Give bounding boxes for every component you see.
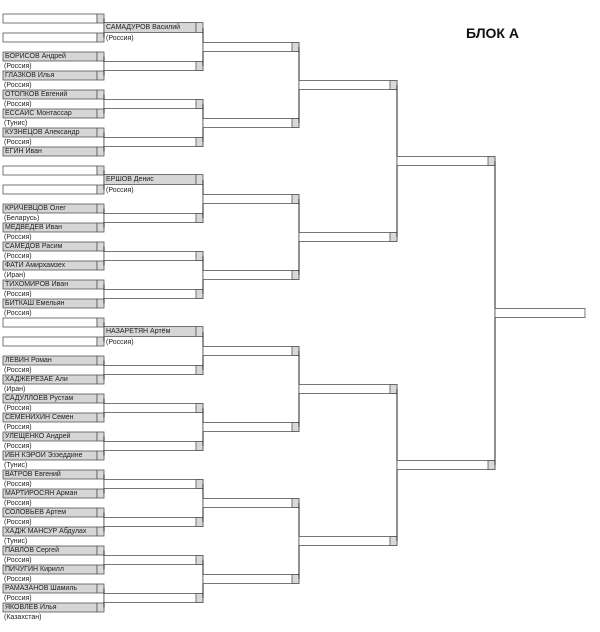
participant-name: МЕДВЕДЕВ Иван xyxy=(5,224,63,231)
seed-slot-1-score xyxy=(196,23,203,33)
seed-slot-3-score xyxy=(196,327,203,337)
participant-name: ЕССАИС Монтассар xyxy=(5,110,72,117)
r3-slot-7 xyxy=(203,499,299,508)
r2-slot-12-score xyxy=(196,442,203,451)
r2-slot-15-score xyxy=(196,556,203,565)
r2-slot-14 xyxy=(104,518,203,527)
r3-slot-1 xyxy=(203,43,299,52)
slot-3-score xyxy=(97,52,104,61)
participant-name: ПИЧУГИН Кирилл xyxy=(5,566,64,573)
participant-name: МАРТИРОСЯН Арман xyxy=(5,490,78,497)
r3-slot-2-score xyxy=(292,119,299,128)
r2-slot-2 xyxy=(104,62,203,71)
participant-country: (Россия) xyxy=(4,557,32,564)
slot-7-score xyxy=(97,128,104,137)
r3-slot-1-score xyxy=(292,43,299,52)
seed-country: (Россия) xyxy=(106,34,134,42)
participant-country: (Россия) xyxy=(4,310,32,317)
r3-slot-3 xyxy=(203,195,299,204)
slot-18-score xyxy=(97,337,104,346)
r4-slot-4-score xyxy=(390,537,397,546)
participant-country: (Иран) xyxy=(4,272,26,279)
r3-slot-2 xyxy=(203,119,299,128)
r2-slot-6-score xyxy=(196,214,203,223)
slot-26-score xyxy=(97,489,104,498)
r3-slot-7-score xyxy=(292,499,299,508)
participant-country: (Тунис) xyxy=(4,538,28,545)
participant-country: (Тунис) xyxy=(4,120,28,127)
r5-slot-1 xyxy=(397,157,495,166)
slot-5-score xyxy=(97,90,104,99)
slot-9 xyxy=(3,166,97,175)
participant-country: (Россия) xyxy=(4,576,32,583)
slot-32-score xyxy=(97,603,104,612)
slot-12-score xyxy=(97,223,104,232)
participant-country: (Россия) xyxy=(4,139,32,146)
slot-13-score xyxy=(97,242,104,251)
r5-slot-2 xyxy=(397,461,495,470)
participant-country: (Россия) xyxy=(4,63,32,70)
r3-slot-6 xyxy=(203,423,299,432)
seed-slot-2-score xyxy=(196,175,203,185)
participant-name: САМЕДОВ Расим xyxy=(5,243,63,250)
participant-name: КУЗНЕЦОВ Александр xyxy=(5,129,80,136)
participant-name: УЛЕЩЕНКО Андрей xyxy=(5,433,71,440)
slot-21-score xyxy=(97,394,104,403)
r2-slot-12 xyxy=(104,442,203,451)
r2-slot-4 xyxy=(104,138,203,147)
participant-name: ИБН КЭРОИ Эззеддине xyxy=(5,452,83,459)
r4-slot-1 xyxy=(299,81,397,90)
r2-slot-7-score xyxy=(196,252,203,261)
r4-slot-1-score xyxy=(390,81,397,90)
r2-slot-7 xyxy=(104,252,203,261)
participant-country: (Россия) xyxy=(4,519,32,526)
participant-name: ГЛАЗКОВ Илья xyxy=(5,72,55,79)
r3-slot-5 xyxy=(203,347,299,356)
seed-country: (Россия) xyxy=(106,186,134,194)
participant-name: БИТКАШ Емельян xyxy=(5,300,65,307)
participant-country: (Россия) xyxy=(4,234,32,241)
participant-country: (Россия) xyxy=(4,443,32,450)
r2-slot-15 xyxy=(104,556,203,565)
slot-20-score xyxy=(97,375,104,384)
participant-name: ХАДЖЕРЕЗАЕ Али xyxy=(5,376,68,383)
r2-slot-8-score xyxy=(196,290,203,299)
slot-18 xyxy=(3,337,97,346)
participant-country: (Россия) xyxy=(4,405,32,412)
r2-slot-10 xyxy=(104,366,203,375)
slot-17 xyxy=(3,318,97,327)
r4-slot-3-score xyxy=(390,385,397,394)
slot-31-score xyxy=(97,584,104,593)
participant-name: КРИЧЕВЦОВ Олег xyxy=(5,205,66,212)
r4-slot-3 xyxy=(299,385,397,394)
participant-country: (Россия) xyxy=(4,82,32,89)
r3-slot-8-score xyxy=(292,575,299,584)
r5-slot-2-score xyxy=(488,461,495,470)
participant-name: ЯКОВЛЕВ Илья xyxy=(5,604,57,611)
r2-slot-13-score xyxy=(196,480,203,489)
slot-2-score xyxy=(97,33,104,42)
slot-22-score xyxy=(97,413,104,422)
r4-slot-2 xyxy=(299,233,397,242)
r4-slot-2-score xyxy=(390,233,397,242)
seed-name: САМАДУРОВ Василий xyxy=(106,23,181,31)
block-title: БЛОК А xyxy=(466,25,519,41)
seed-name: НАЗАРЕТЯН Артём xyxy=(106,327,171,335)
r2-slot-4-score xyxy=(196,138,203,147)
r2-slot-2-score xyxy=(196,62,203,71)
slot-15-score xyxy=(97,280,104,289)
participant-name: ХАДЖ МАНСУР Абдулах xyxy=(5,528,87,535)
participant-country: (Россия) xyxy=(4,253,32,260)
participant-name: СОЛОВЬЕВ Артем xyxy=(5,509,67,516)
participant-name: САДУЛЛОЕВ Рустам xyxy=(5,395,74,402)
r3-slot-3-score xyxy=(292,195,299,204)
seed-name: ЕРШОВ Денис xyxy=(106,175,154,183)
slot-17-score xyxy=(97,318,104,327)
slot-2 xyxy=(3,33,97,42)
participant-name: СЕМЕНИХИН Семен xyxy=(5,414,74,421)
participant-name: ТИХОМИРОВ Иван xyxy=(5,281,69,288)
participant-country: (Тунис) xyxy=(4,462,28,469)
slot-19-score xyxy=(97,356,104,365)
r3-slot-5-score xyxy=(292,347,299,356)
slot-4-score xyxy=(97,71,104,80)
r3-slot-4 xyxy=(203,271,299,280)
r2-slot-3-score xyxy=(196,100,203,109)
r2-slot-10-score xyxy=(196,366,203,375)
slot-28-score xyxy=(97,527,104,536)
slot-8-score xyxy=(97,147,104,156)
slot-23-score xyxy=(97,432,104,441)
r4-slot-4 xyxy=(299,537,397,546)
participant-name: ЛЕВИН Роман xyxy=(5,357,52,364)
r2-slot-11-score xyxy=(196,404,203,413)
participant-name: ФАТИ Амирхамзех xyxy=(5,262,66,269)
r2-slot-13 xyxy=(104,480,203,489)
r5-slot-1-score xyxy=(488,157,495,166)
r3-slot-8 xyxy=(203,575,299,584)
participant-country: (Казахстан) xyxy=(4,614,42,621)
participant-name: ЕГИН Иван xyxy=(5,148,42,155)
participant-name: ОТОПКОВ Евгений xyxy=(5,91,68,98)
r2-slot-3 xyxy=(104,100,203,109)
slot-11-score xyxy=(97,204,104,213)
r2-slot-16 xyxy=(104,594,203,603)
participant-country: (Россия) xyxy=(4,101,32,108)
slot-25-score xyxy=(97,470,104,479)
participant-name: ВАТРОВ Евгений xyxy=(5,471,61,478)
r2-slot-11 xyxy=(104,404,203,413)
participant-name: БОРИСОВ Андрей xyxy=(5,53,66,60)
slot-1 xyxy=(3,14,97,23)
participant-country: (Россия) xyxy=(4,481,32,488)
slot-24-score xyxy=(97,451,104,460)
slot-10-score xyxy=(97,185,104,194)
r3-slot-4-score xyxy=(292,271,299,280)
r2-slot-14-score xyxy=(196,518,203,527)
r2-slot-8 xyxy=(104,290,203,299)
participant-country: (Россия) xyxy=(4,500,32,507)
r2-slot-6 xyxy=(104,214,203,223)
slot-6-score xyxy=(97,109,104,118)
slot-16-score xyxy=(97,299,104,308)
r3-slot-6-score xyxy=(292,423,299,432)
r2-slot-16-score xyxy=(196,594,203,603)
slot-29-score xyxy=(97,546,104,555)
slot-10 xyxy=(3,185,97,194)
participant-country: (Россия) xyxy=(4,424,32,431)
final-slot xyxy=(495,309,585,318)
participant-country: (Беларусь) xyxy=(4,215,40,222)
participant-country: (Россия) xyxy=(4,595,32,602)
participant-country: (Россия) xyxy=(4,291,32,298)
seed-country: (Россия) xyxy=(106,338,134,346)
participant-country: (Иран) xyxy=(4,386,26,393)
participant-name: РАМАЗАНОВ Шамиль xyxy=(5,585,78,592)
slot-30-score xyxy=(97,565,104,574)
slot-14-score xyxy=(97,261,104,270)
slot-27-score xyxy=(97,508,104,517)
participant-name: ПАВЛОВ Сергей xyxy=(5,547,59,554)
slot-1-score xyxy=(97,14,104,23)
participant-country: (Россия) xyxy=(4,367,32,374)
slot-9-score xyxy=(97,166,104,175)
